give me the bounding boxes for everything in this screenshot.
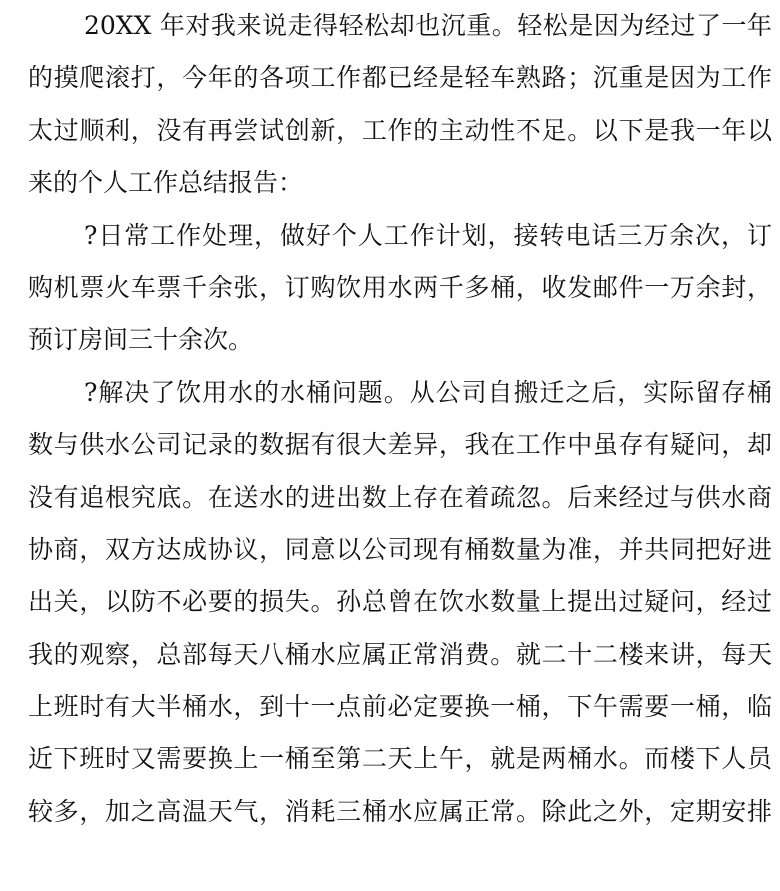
paragraph-water-bucket (28, 367, 772, 891)
text-line: 较多，加之高温天气，消耗三桶水应属正常。除此之外，定期安排 (28, 796, 772, 826)
text-line: 近下班时又需要换上一桶至第二天上午，就是两桶水。而楼下人员 (28, 744, 772, 774)
document-page (28, 0, 772, 891)
text-line: 20XX 年对我来说走得轻松却也沉重。轻松是因为经过了一年 (84, 11, 772, 40)
text-line: 出关，以防不必要的损失。孙总曾在饮水数量上提出过疑问，经过 (28, 587, 772, 617)
text-line: 我的观察，总部每天八桶水应属正常消费。就二十二楼来讲，每天 (28, 639, 772, 669)
text-line: 购机票火车票千余张，订购饮用水两千多桶，收发邮件一万余封， (28, 272, 772, 302)
text-line: 协商，双方达成协议，同意以公司现有桶数量为准，并共同把好进 (28, 534, 772, 564)
text-line: 太过顺利，没有再尝试创新，工作的主动性不足。以下是我一年以 (28, 115, 772, 145)
text-line: 的摸爬滚打，今年的各项工作都已经是轻车熟路；沉重是因为工作 (28, 63, 772, 93)
paragraph-intro (28, 0, 772, 210)
text-line: 没有追根究底。在送水的进出数上存在着疏忽。后来经过与供水商 (28, 482, 772, 512)
text-line: 来的个人工作总结报告： (28, 168, 304, 198)
text-line (28, 838, 772, 890)
text-line: 上班时有大半桶水，到十一点前必定要换一桶，下午需要一桶，临 (28, 692, 772, 722)
paragraph-daily-work (28, 210, 772, 367)
text-line: 数与供水公司记录的数据有很大差异，我在工作中虽存有疑问，却 (28, 430, 772, 460)
text-line: ?解决了饮用水的水桶问题。从公司自搬迁之后，实际留存桶 (84, 377, 772, 407)
text-line: ?日常工作处理，做好个人工作计划，接转电话三万余次，订 (84, 220, 772, 250)
text-line: 预订房间三十余次。 (28, 325, 254, 355)
